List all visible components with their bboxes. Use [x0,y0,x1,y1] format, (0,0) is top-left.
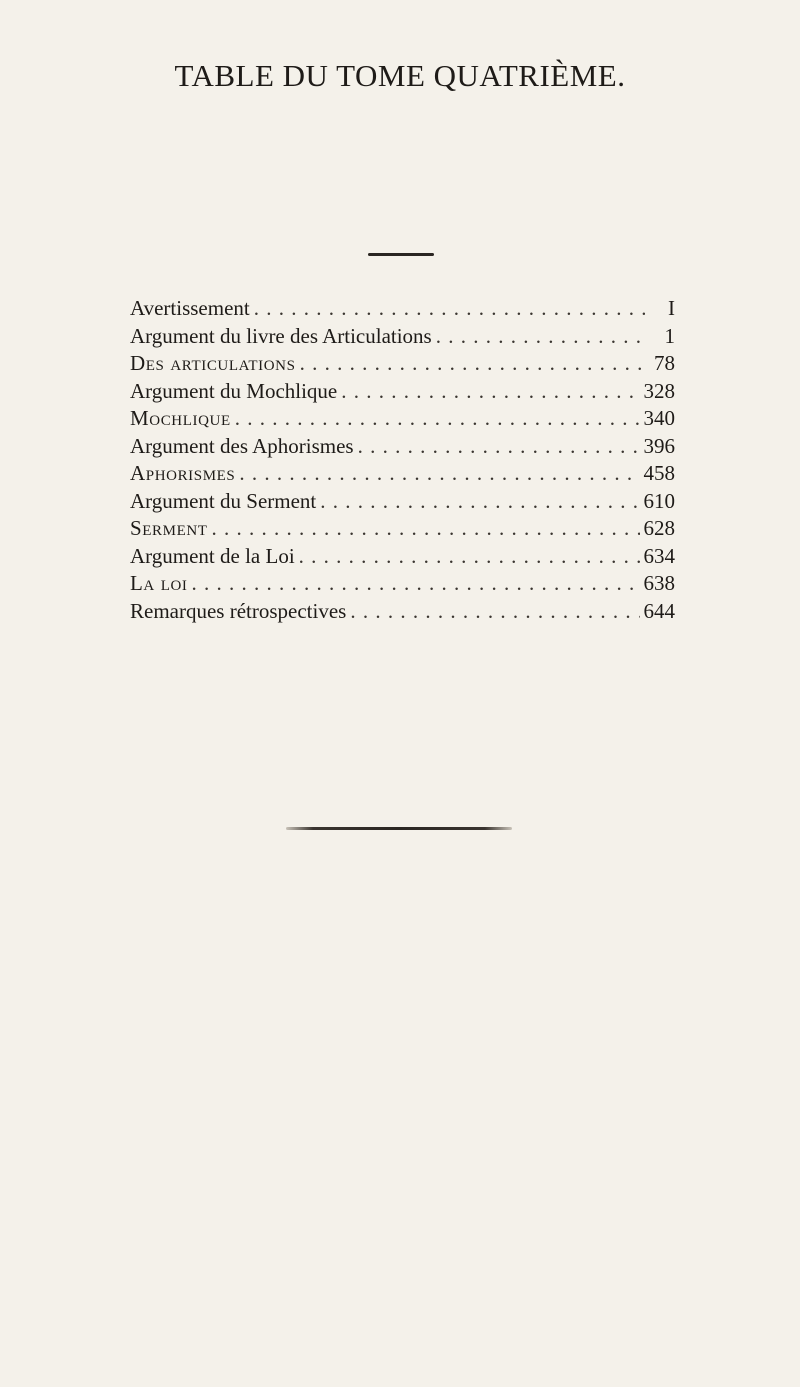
dot-leader [358,433,640,461]
toc-entry-page: 340 [643,406,675,430]
toc-entry-label: Avertissement [130,296,250,320]
toc-entry-label: Remarques rétrospectives [130,598,347,623]
end-divider [286,827,512,830]
toc-entry-label: La loi [130,571,188,595]
dot-leader [341,378,639,406]
toc-entry-label: Argument du Mochlique [130,378,338,403]
dot-leader [436,323,645,351]
toc-entry [130,570,675,598]
toc-entry-page: 634 [643,543,675,568]
toc-entry [130,378,675,406]
toc-entry [130,515,675,543]
toc-entry [130,543,675,571]
dot-leader [300,350,645,378]
dot-leader [235,405,640,433]
toc-entry [130,598,675,626]
dot-leader [254,295,645,323]
toc-entry [130,323,675,351]
toc-entry-page: 628 [643,516,675,540]
toc-entry-label: Serment [130,516,208,540]
toc-entry-page: 458 [643,461,675,485]
toc-entry-page: 644 [643,598,675,623]
toc-entry-label: Des articulations [130,351,296,375]
toc-entry [130,488,675,516]
toc-entry-label: Aphorismes [130,461,236,485]
dot-leader [320,488,639,516]
toc-entry-page: 328 [643,378,675,403]
dot-leader [192,570,640,598]
toc-entry-label: Argument du Serment [130,488,317,513]
dot-leader [239,460,639,488]
toc-entry-label: Argument du livre des Articulations [130,323,432,348]
toc-entry [130,460,675,488]
toc-entry-label: Mochlique [130,406,231,430]
toc-entry-page: I [668,296,675,320]
toc-entry [130,295,675,323]
toc-entry-page: 610 [643,488,675,513]
toc-entry-label: Argument des Aphorismes [130,433,354,458]
table-of-contents [130,295,675,625]
toc-entry [130,350,675,378]
toc-entry-page: 78 [654,351,675,375]
toc-entry-page: 396 [643,433,675,458]
page-title: TABLE DU TOME QUATRIÈME. [174,58,626,93]
toc-entry-page: 1 [664,323,675,348]
toc-entry [130,405,675,433]
dot-leader [212,515,640,543]
title-divider [368,253,434,256]
toc-entry-label: Argument de la Loi [130,543,295,568]
dot-leader [350,598,639,626]
toc-entry-page: 638 [643,571,675,595]
toc-entry [130,433,675,461]
dot-leader [299,543,640,571]
